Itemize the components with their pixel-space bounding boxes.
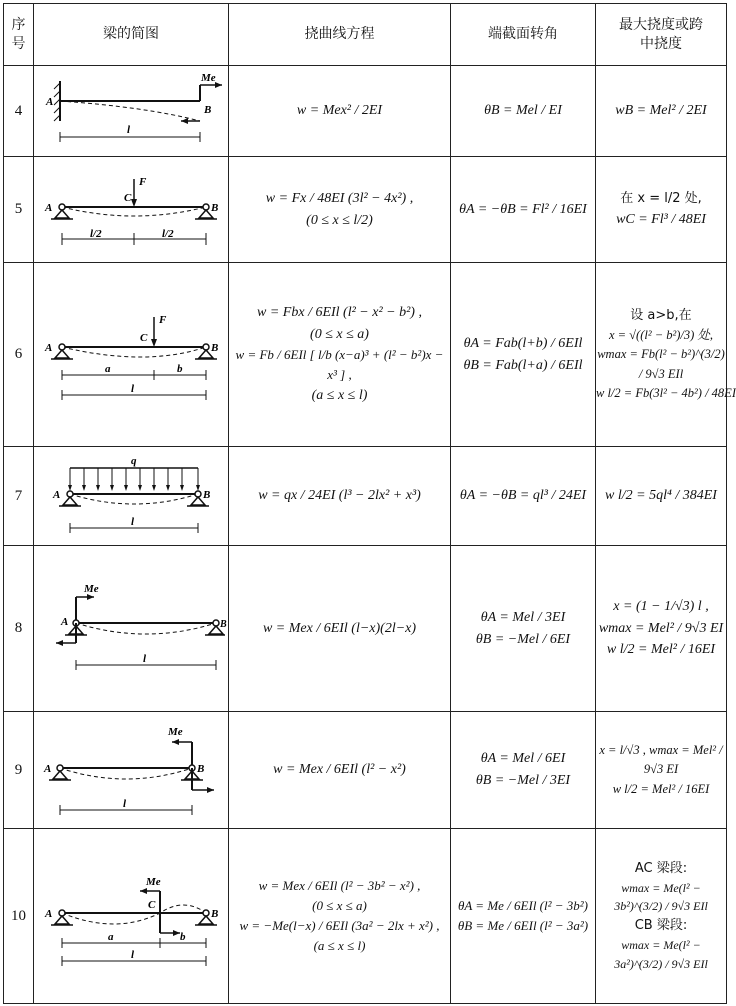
max-deflection-cell: wB = Mel² / 2EI [596, 66, 727, 157]
table-row [4, 829, 727, 1004]
deflection-eq-cell: w = Mex / 6EIl (l² − x²) [229, 712, 451, 829]
table-row [4, 712, 727, 829]
label-a: A [45, 341, 53, 354]
rotation-cell: θA = −θB = Fl² / 16EI [451, 157, 596, 263]
table-row [4, 447, 727, 546]
max-deflection-cell: x = (1 − 1/√3) l , wmax = Mel² / 9√3 EI w l/2 = Mel² / 16EI [596, 546, 727, 712]
label-a: A [53, 489, 61, 501]
label-a: A [46, 96, 54, 108]
beam-diagram [36, 579, 226, 679]
header-diagram: 梁的简图 [34, 4, 229, 66]
rotation-cell: θA = Mel / 3EI θB = −Mel / 6EI [451, 546, 596, 712]
row-number: 7 [4, 447, 34, 546]
beam-diagram [36, 305, 226, 405]
label-a: A [44, 763, 52, 775]
max-deflection-cell: 在 x = l/2 处, wC = Fl³ / 48EI [596, 157, 727, 263]
header-seq: 序号 [4, 4, 34, 66]
label-load: Me [146, 876, 161, 888]
max-deflection-cell: x = l/√3 , wmax = Mel² / 9√3 EI w l/2 = Mel² / 16EI [596, 712, 727, 829]
label-span-right: l/2 [162, 227, 174, 240]
rotation-cell: θA = Fab(l+b) / 6EIl θB = Fab(l+a) / 6EIl [451, 263, 596, 447]
rotation-cell: θA = Me / 6EIl (l² − 3b²) θB = Me / 6EIl (l² − 3a²) [451, 829, 596, 1004]
deflection-eq-cell: w = Fx / 48EI (3l² − 4x²) , (0 ≤ x ≤ l/2) [229, 157, 451, 263]
label-span: l [143, 652, 147, 665]
label-a: A [45, 908, 53, 920]
label-b: B [211, 201, 219, 214]
label-span: l [123, 798, 127, 810]
label-load: Me [168, 726, 183, 738]
deflection-table-container [3, 3, 736, 1003]
deflection-eq-cell: w = Mex / 6EIl (l−x)(2l−x) [229, 546, 451, 712]
row-number: 5 [4, 157, 34, 263]
max-deflection-cell: AC 梁段: wmax = Me(l² − 3b²)^(3/2) / 9√3 EIl CB 梁段: wmax = Me(l² − 3a²)^(3/2) / 9√3 EIl [596, 829, 727, 1004]
deflection-eq-cell: w = Mex² / 2EI [229, 66, 451, 157]
label-span-b: b [180, 931, 186, 943]
deflection-eq-cell: w = qx / 24EI (l³ − 2lx² + x³) [229, 447, 451, 546]
label-span: l [131, 516, 135, 528]
label-span-left: l/2 [90, 227, 102, 240]
rotation-cell: θA = Mel / 6EI θB = −Mel / 3EI [451, 712, 596, 829]
label-load: q [131, 455, 137, 467]
label-load: F [159, 313, 167, 326]
label-span-a: a [108, 931, 114, 943]
label-c: C [124, 191, 132, 204]
label-c: C [148, 899, 156, 911]
max-deflection-cell: w l/2 = 5ql⁴ / 384EI [596, 447, 727, 546]
table-row [4, 66, 727, 157]
table-row [4, 157, 727, 263]
beam-diagram-cell [34, 829, 229, 1004]
label-c: C [140, 331, 148, 344]
header-row [4, 4, 727, 66]
label-span: l [131, 382, 135, 395]
label-b: B [211, 341, 219, 354]
label-span-b: b [177, 362, 183, 375]
table-row [4, 263, 727, 447]
rotation-cell: θB = Mel / EI [451, 66, 596, 157]
deflection-eq-cell: w = Fbx / 6EIl (l² − x² − b²) , (0 ≤ x ≤ a) w = Fb / 6EIl [ l/b (x−a)³ + (l² − b²)x − x³ ] , (a ≤ x ≤ l) [229, 263, 451, 447]
beam-diagram-cell [34, 546, 229, 712]
label-b: B [197, 763, 205, 775]
label-span: l [131, 949, 135, 961]
beam-diagram [36, 452, 226, 540]
table-row [4, 546, 727, 712]
beam-diagram [36, 861, 226, 971]
label-span-a: a [105, 362, 111, 375]
beam-diagram [36, 720, 226, 820]
beam-diagram-cell [34, 157, 229, 263]
row-number: 6 [4, 263, 34, 447]
max-deflection-cell: 设 a>b,在 x = √((l² − b²)/3) 处, wmax = Fb(l² − b²)^(3/2) / 9√3 EIl w l/2 = Fb(3l² − 4b²) / 48EI [596, 263, 727, 447]
beam-diagram-cell [34, 263, 229, 447]
row-number: 10 [4, 829, 34, 1004]
label-load: Me [201, 72, 216, 84]
beam-diagram-cell [34, 447, 229, 546]
rotation-cell: θA = −θB = ql³ / 24EI [451, 447, 596, 546]
beam-diagram-cell [34, 66, 229, 157]
beam-diagram [36, 165, 226, 255]
label-load: F [139, 175, 147, 188]
label-load: Me [84, 582, 99, 595]
label-a: A [61, 615, 69, 628]
label-b: B [220, 618, 227, 630]
header-deflection-eq: 挠曲线方程 [229, 4, 451, 66]
row-number: 8 [4, 546, 34, 712]
label-span: l [127, 124, 131, 136]
row-number: 4 [4, 66, 34, 157]
header-max-deflection: 最大挠度或跨中挠度 [596, 4, 727, 66]
label-b: B [204, 104, 212, 116]
beam-deflection-table [3, 3, 736, 1004]
row-number: 9 [4, 712, 34, 829]
beam-diagram-cell [34, 712, 229, 829]
deflection-eq-cell: w = Mex / 6EIl (l² − 3b² − x²) , (0 ≤ x ≤ a) w = −Me(l−x) / 6EIl (3a² − 2lx + x²) , (a ≤ x ≤ l) [229, 829, 451, 1004]
label-b: B [211, 908, 219, 920]
label-b: B [203, 489, 211, 501]
label-a: A [45, 201, 53, 214]
beam-diagram [36, 71, 226, 151]
header-end-rotation: 端截面转角 [451, 4, 596, 66]
